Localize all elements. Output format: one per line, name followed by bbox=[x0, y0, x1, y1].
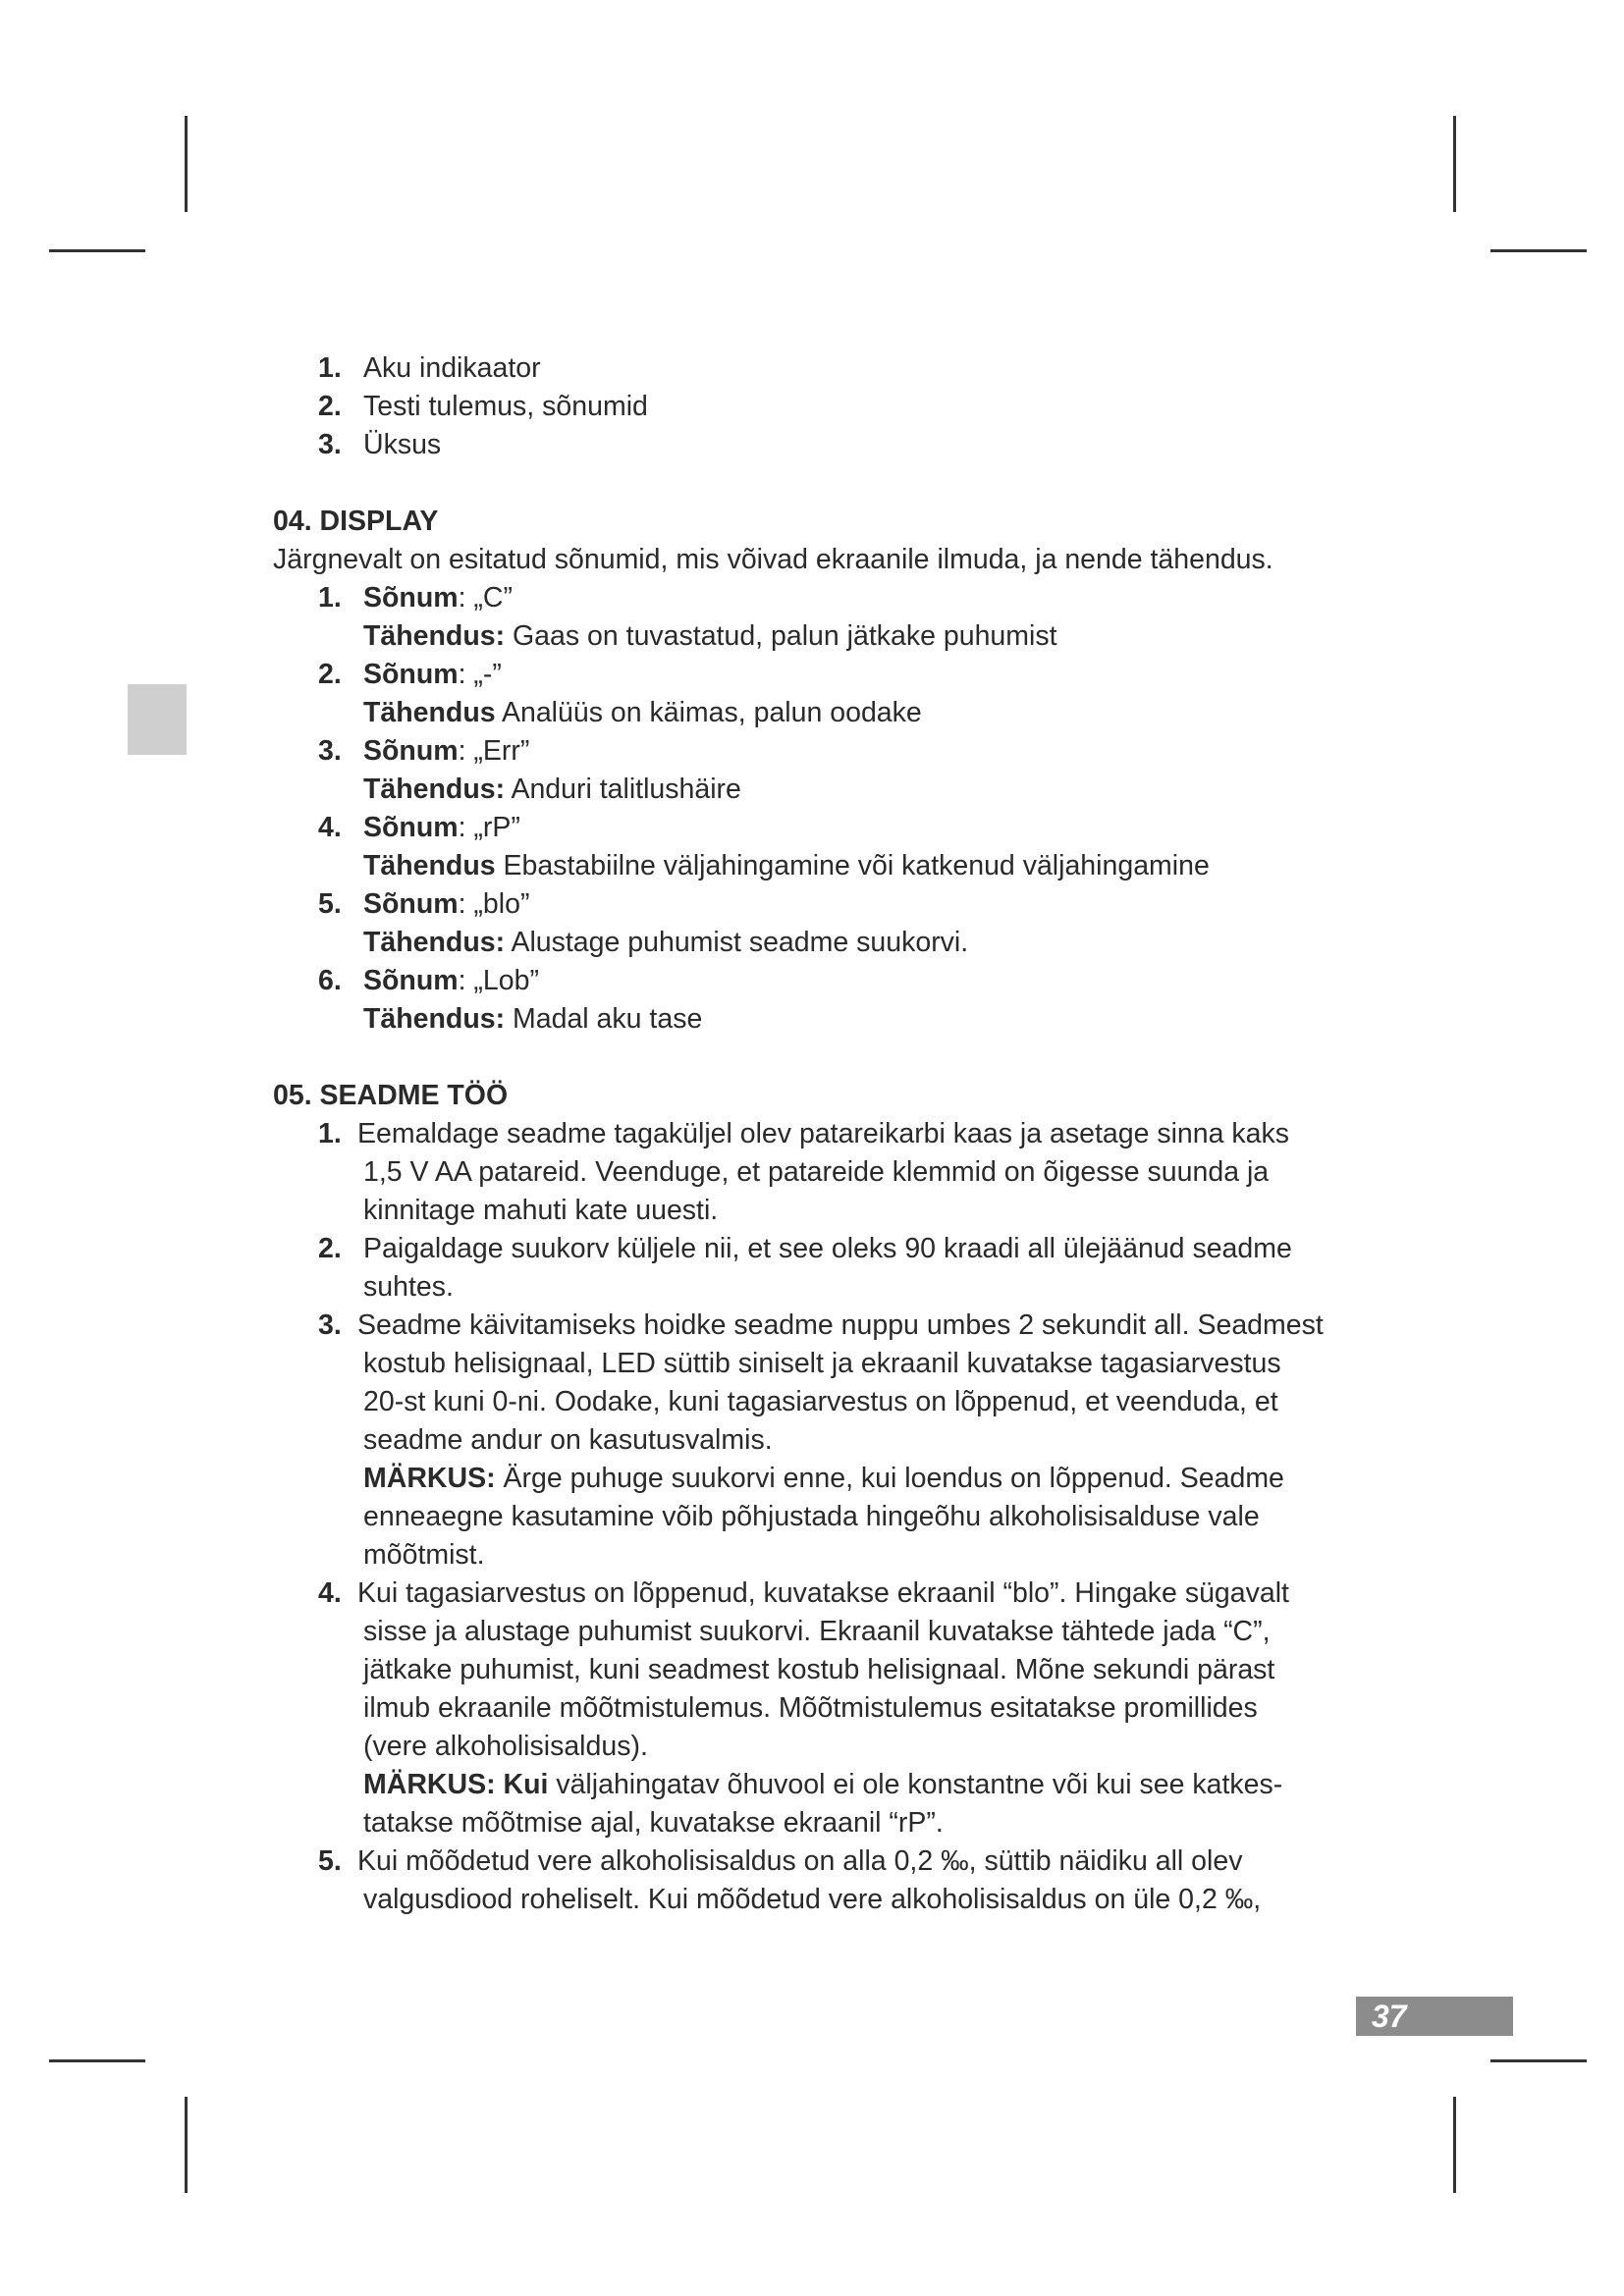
list-text: Aku indikaator bbox=[363, 352, 541, 384]
note-text: enneaegne kasutamine võib põhjustada hingeõhu alkoholisisalduse vale bbox=[363, 1501, 1260, 1532]
step-text: seadme andur on kasutusvalmis. bbox=[363, 1424, 773, 1456]
page-number-box bbox=[1356, 1997, 1513, 2036]
step-text: kostub helisignaal, LED süttib siniselt ja ekraanil kuvatakse tagasiarvestus bbox=[363, 1348, 1281, 1379]
list-number: 5. bbox=[318, 888, 342, 920]
note-text: mõõtmist. bbox=[363, 1539, 485, 1571]
step-number: 3. bbox=[318, 1309, 342, 1341]
step-text: (vere alkoholisisaldus). bbox=[363, 1731, 648, 1762]
step-text: Paigaldage suukorv küljele nii, et see oleks 90 kraadi all ülejäänud seadme bbox=[363, 1233, 1292, 1264]
message-item bbox=[273, 579, 1382, 617]
step-item bbox=[273, 1115, 1382, 1153]
crop-mark-top-right-vertical bbox=[1453, 116, 1456, 212]
step-text: valgusdiood roheliselt. Kui mõõdetud vere alkoholisisaldus on üle 0,2 ‰, bbox=[363, 1884, 1262, 1915]
step-text: jätkake puhumist, kuni seadmest kostub helisignaal. Mõne sekundi pärast bbox=[363, 1654, 1275, 1685]
step-text: Seadme käivitamiseks hoidke seadme nuppu umbes 2 sekundit all. Seadmest bbox=[357, 1309, 1324, 1341]
message-item bbox=[273, 732, 1382, 771]
message-value: : „rP” bbox=[458, 812, 520, 843]
message-label: Sõnum bbox=[363, 812, 459, 843]
message-value: : „Lob” bbox=[458, 965, 539, 996]
list-text: Üksus bbox=[363, 429, 442, 460]
crop-mark-bottom-right-vertical bbox=[1453, 2097, 1456, 2193]
page-content bbox=[273, 349, 1382, 1919]
step-item bbox=[273, 1842, 1382, 1881]
operation-steps bbox=[273, 1115, 1382, 1919]
crop-mark-bottom-left-horizontal bbox=[49, 2059, 145, 2062]
step-number: 2. bbox=[318, 1233, 342, 1264]
step-number: 5. bbox=[318, 1845, 342, 1877]
message-item bbox=[273, 656, 1382, 694]
step-text: Kui tagasiarvestus on lõppenud, kuvatakse ekraanil “blo”. Hingake sügavalt bbox=[357, 1577, 1289, 1609]
crop-mark-top-right-horizontal bbox=[1490, 249, 1587, 252]
step-item bbox=[273, 1307, 1382, 1345]
meaning-value: Madal aku tase bbox=[505, 1003, 703, 1035]
meaning-value: Anduri talitlushäire bbox=[505, 774, 741, 805]
message-item bbox=[273, 809, 1382, 847]
page-number: 37 bbox=[1372, 1999, 1407, 2034]
meaning-label: Tähendus bbox=[363, 850, 496, 881]
step-text: 1,5 V AA patareid. Veenduge, et patareide klemmid on õigesse suunda ja bbox=[363, 1156, 1270, 1188]
crop-mark-top-left-horizontal bbox=[49, 249, 145, 252]
crop-mark-bottom-right-horizontal bbox=[1490, 2059, 1587, 2062]
list-number: 3. bbox=[318, 429, 342, 460]
meaning-label: Tähendus: bbox=[363, 620, 506, 652]
message-label: Sõnum bbox=[363, 735, 459, 767]
list-number: 2. bbox=[318, 659, 342, 690]
display-message-list bbox=[273, 579, 1382, 1039]
message-item bbox=[273, 885, 1382, 924]
message-label: Sõnum bbox=[363, 659, 459, 690]
crop-mark-top-left-vertical bbox=[185, 116, 188, 212]
list-item bbox=[273, 388, 1382, 426]
step-number: 4. bbox=[318, 1577, 342, 1609]
meaning-label: Tähendus: bbox=[363, 927, 506, 958]
message-label: Sõnum bbox=[363, 582, 459, 614]
meaning-label: Tähendus: bbox=[363, 774, 506, 805]
list-number: 2. bbox=[318, 391, 342, 422]
note-text: tatakse mõõtmise ajal, kuvatakse ekraanil “rP”. bbox=[363, 1807, 944, 1839]
component-list bbox=[273, 349, 1382, 464]
step-item bbox=[273, 1575, 1382, 1613]
section-heading-display: 04. DISPLAY bbox=[273, 506, 439, 537]
note-text: Ärge puhuge suukorvi enne, kui loendus on lõppenud. Seadme bbox=[495, 1463, 1284, 1494]
section-heading-operation: 05. SEADME TÖÖ bbox=[273, 1080, 509, 1111]
message-value: : „blo” bbox=[458, 888, 530, 920]
step-text: kinnitage mahuti kate uuesti. bbox=[363, 1195, 719, 1226]
list-number: 3. bbox=[318, 735, 342, 767]
message-item bbox=[273, 962, 1382, 1000]
note-label: MÄRKUS: Kui bbox=[363, 1769, 549, 1800]
list-number: 6. bbox=[318, 965, 342, 996]
step-text: 20-st kuni 0-ni. Oodake, kuni tagasiarvestus on lõppenud, et veenduda, et bbox=[363, 1386, 1278, 1417]
crop-mark-bottom-left-vertical bbox=[185, 2097, 188, 2193]
display-intro: Järgnevalt on esitatud sõnumid, mis võivad ekraanile ilmuda, ja nende tähendus. bbox=[273, 544, 1273, 575]
meaning-label: Tähendus bbox=[363, 697, 496, 728]
list-item bbox=[273, 426, 1382, 464]
note-label: MÄRKUS: bbox=[363, 1463, 496, 1494]
list-number: 1. bbox=[318, 582, 342, 614]
message-value: : „-” bbox=[458, 659, 502, 690]
meaning-value: Ebastabiilne väljahingamine või katkenud väljahingamine bbox=[495, 850, 1210, 881]
list-text: Testi tulemus, sõnumid bbox=[363, 391, 648, 422]
step-text: ilmub ekraanile mõõtmistulemus. Mõõtmistulemus esitatakse promillides bbox=[363, 1692, 1258, 1724]
note-text: väljahingatav õhuvool ei ole konstantne või kui see katkes- bbox=[548, 1769, 1283, 1800]
list-item bbox=[273, 349, 1382, 388]
step-text: suhtes. bbox=[363, 1271, 454, 1303]
step-text: Kui mõõdetud vere alkoholisisaldus on alla 0,2 ‰, süttib näidiku all olev bbox=[357, 1845, 1243, 1877]
step-text: sisse ja alustage puhumist suukorvi. Ekraanil kuvatakse tähtede jada “C”, bbox=[363, 1616, 1271, 1647]
meaning-value: Analüüs on käimas, palun oodake bbox=[495, 697, 922, 728]
list-number: 4. bbox=[318, 812, 342, 843]
side-tab-marker bbox=[128, 684, 187, 755]
message-label: Sõnum bbox=[363, 888, 459, 920]
meaning-value: Alustage puhumist seadme suukorvi. bbox=[505, 927, 969, 958]
step-text: Eemaldage seadme tagaküljel olev patareikarbi kaas ja asetage sinna kaks bbox=[357, 1118, 1289, 1149]
message-value: : „C” bbox=[458, 582, 513, 614]
list-number: 1. bbox=[318, 352, 342, 384]
step-number: 1. bbox=[318, 1118, 342, 1149]
meaning-value: Gaas on tuvastatud, palun jätkake puhumist bbox=[505, 620, 1057, 652]
message-label: Sõnum bbox=[363, 965, 459, 996]
meaning-label: Tähendus: bbox=[363, 1003, 506, 1035]
message-value: : „Err” bbox=[458, 735, 530, 767]
step-item bbox=[273, 1230, 1382, 1268]
